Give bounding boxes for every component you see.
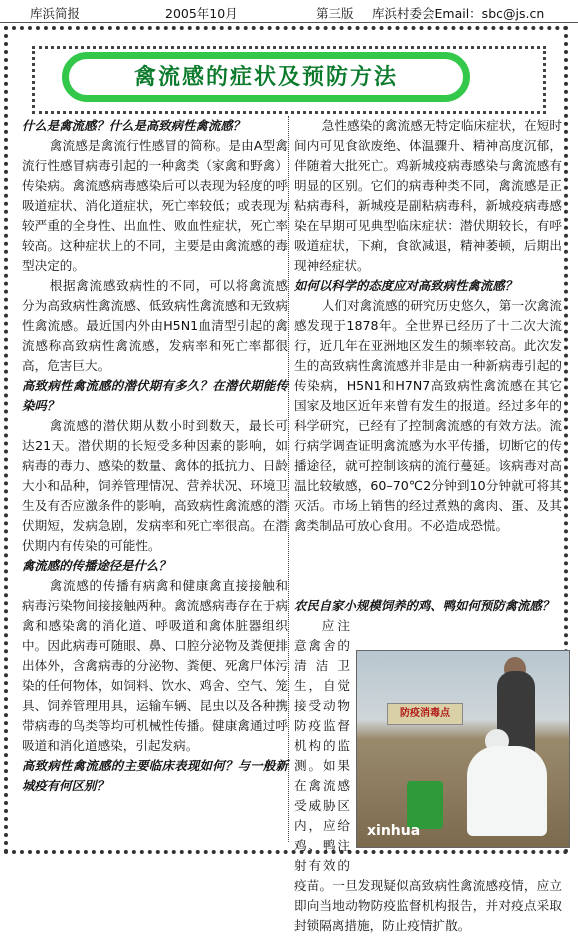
heading-what-is: 什么是禽流感？什么是高致病性禽流感？ bbox=[22, 118, 246, 133]
heading-prevention: 农民自家小规模饲养的鸡、鸭如何预防禽流感？ bbox=[294, 598, 555, 613]
heading-incubation: 高致病性禽流感的潜伏期有多久？在潜伏期能传染吗？ bbox=[22, 378, 288, 413]
sprayer-bucket bbox=[407, 781, 443, 829]
left-column bbox=[22, 116, 288, 846]
heading-clinical: 高致病性禽流感的主要临床表现如何？与一般新城疫有何区别？ bbox=[22, 758, 288, 793]
paragraph: 禽流感是禽流行性感冒的简称。是由A型禽流行性感冒病毒引起的一种禽类（家禽和野禽）传染病。禽流感病毒感染后可以表现为轻度的呼吸道症状、消化道症状，死亡率较低；或表现为较严重的全身性、出血性、败血性症状，死亡率较高。这种症状上的不同，主要是由禽流感的毒型决定的。 bbox=[22, 138, 288, 273]
heading-transmission: 禽流感的传播途径是什么？ bbox=[22, 558, 171, 573]
photo-watermark: xinhua bbox=[367, 823, 421, 839]
disinfection-sign: 防疫消毒点 bbox=[387, 703, 463, 725]
page-title: 禽流感的症状及预防方法 bbox=[133, 64, 398, 90]
edition-label: 第三版 bbox=[316, 6, 354, 21]
right-column bbox=[294, 116, 562, 636]
paragraph: 人们对禽流感的研究历史悠久，第一次禽流感发现于1878年。全世界已经历了十二次大流行，近几年在亚洲地区发生的频率较高。此次发生的高致病性禽流感并非是由一种新病毒引起的传染病，H5N1和H7N7高致病性禽流感在其它国家及地区近年来曾有发生的报道。经过多年的科学研究，已经有了控制禽流感的有效方法。流行病学调查证明禽流感为水平传播，切断它的传播途径，就可控制该病的流行蔓延。该病毒对高温比较敏感，60–70℃2分钟到10分钟就可将其灭活。市场上销售的经过煮熟的禽肉、蛋、及其禽类制品可放心食用。不必造成恐慌。 bbox=[294, 298, 562, 533]
issue-date: 2005年10月 bbox=[165, 6, 238, 21]
worker-figure bbox=[467, 746, 547, 836]
paragraph: 根据禽流感致病性的不同，可以将禽流感分为高致病性禽流感、低致病性禽流感和无致病性禽流感。最近国内外由H5N1血清型引起的禽流感称高致病性禽流感，发病率和死亡率都很高，危害巨大。 bbox=[22, 278, 288, 373]
news-photo bbox=[356, 650, 570, 848]
paragraph: 禽流感的潜伏期从数小时到数天，最长可达21天。潜伏期的长短受多种因素的影响，如病毒的毒力、感染的数量、禽体的抵抗力、日龄大小和品种，饲养管理情况、营养状况、环境卫生及有否应激条件的影响，高致病性禽流感的潜伏期短，发病急剧，发病率和死亡率很高。在潜伏期内有传染的可能性。 bbox=[22, 418, 288, 553]
paper-name: 库浜简报 bbox=[30, 6, 81, 21]
column-divider bbox=[288, 116, 289, 842]
publisher-email: 库浜村委会Email：sbc@js.cn bbox=[372, 6, 545, 21]
paragraph: 应注意禽舍的清洁卫生，自觉接受动物防疫监督机构的监测。如果在禽流感受威胁区内，应给鸡、鸭注射有效的疫苗。一旦发现疑似高致病性禽流感疫情，应立即向当地动物防疫监督机构报告，并对疫点采取封锁隔离措施，防止疫情扩散。 bbox=[294, 618, 562, 933]
paragraph: 急性感染的禽流感无特定临床症状，在短时间内可见食欲废绝、体温骤升、精神高度沉郁，伴随着大批死亡。鸡新城疫病毒感染与禽流感有明显的区别。它们的病毒种类不同，禽流感是正粘病毒科，新城疫是副粘病毒科，新城疫病毒感染在早期可见典型临床症状：潜伏期较长，有呼吸道症状，下痢，食欲减退，精神萎顿，后期出现神经症状。 bbox=[294, 118, 562, 273]
paragraph: 禽流感的传播有病禽和健康禽直接接触和病毒污染物间接接触两种。禽流感病毒存在于病禽和感染禽的消化道、呼吸道和禽体脏器组织中。因此病毒可随眼、鼻、口腔分泌物及粪便排出体外，含禽病毒的分泌物、粪便、死禽尸体污染的任何物体，如饲料、饮水、鸡舍、空气、笼具、饲养管理用具，运输车辆、昆虫以及各种携带病毒的鸟类等均可机械性传播。健康禽通过呼吸道和消化道感染，引起发病。 bbox=[22, 578, 288, 753]
heading-science: 如何以科学的态度应对高致病性禽流感？ bbox=[294, 278, 518, 293]
page-header bbox=[0, 0, 578, 23]
